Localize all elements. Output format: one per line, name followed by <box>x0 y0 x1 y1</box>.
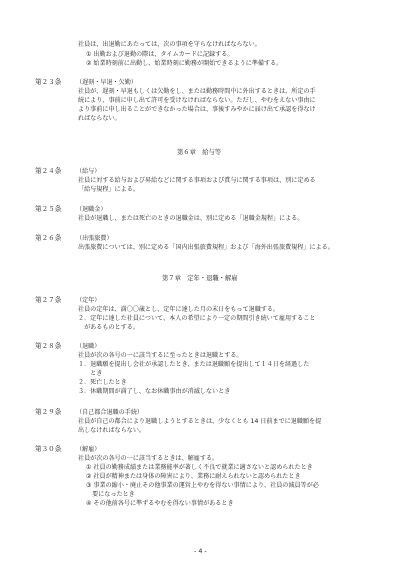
article-23-line-3: より事前に申し出ることができなかった場合は、事後すみやかに届け出て承認を得なけ <box>78 106 316 113</box>
article-25-title: （退職金） <box>76 206 107 213</box>
article-24-line-1: 社員に対する給与および昇給などに関する事項および賞与に関する事項は、別に定める <box>78 177 316 184</box>
article-27-line-3: があるものとする。 <box>78 324 139 331</box>
article-23-label: 第２３条 <box>35 78 62 86</box>
article-23-title: （遅刻・早退・欠勤） <box>76 79 137 86</box>
article-23-line-1: 社員が、遅刻・早退もしくは欠勤をし、または勤務時間中に外出するときは、所定の手 <box>78 88 316 95</box>
article-24-title: （給与） <box>76 168 101 175</box>
article-28-title: （退職） <box>76 343 101 350</box>
article-30-line-2: ① 社員の勤務成績または業務能率が著しく不良で就業に適さないと認められたとき <box>86 464 313 471</box>
article-29-line-1: 社員が自己の都合により退職しようとするときは、少なくとも 14 日前までに退職願を提 <box>78 418 322 425</box>
article-28-line-4: ２．死亡したとき <box>78 379 127 386</box>
intro-item-2: ② 始業時刻前に出勤し、始業時刻に勤務が開始できるように準備する。 <box>86 60 283 67</box>
article-27-line-1: 社員の定年は、満〇〇歳とし、定年に達した月の末日をもって退職する。 <box>78 306 280 313</box>
article-28-line-5: ３．休職期間が満了し、なお休職事由が消滅しないとき <box>78 388 231 395</box>
page-number: - 4 - <box>194 547 207 555</box>
article-26-line-1: 出張旅費については、別に定める「国内出張旅費規程」および「海外出張旅費規程」による。 <box>78 244 334 251</box>
article-23-line-4: ればならない。 <box>78 115 121 122</box>
article-25-label: 第２５条 <box>35 205 62 213</box>
article-26-title: （出張旅費） <box>76 235 113 242</box>
article-23-line-2: 続により、事前に申し出て許可を受けなければならない。ただし、やむをえない事由に <box>78 97 316 104</box>
article-27-label: 第２７条 <box>35 296 62 304</box>
article-30-line-6: ④ その他前各号に準ずるやむを得ない事情があるとき <box>86 500 234 507</box>
article-25-line-1: 社員が退職し、または死亡のときの退職金は、別に定める「退職金規程」による。 <box>78 215 304 222</box>
article-30-line-1: 社員が次の各号の一に該当するときは、解雇する。 <box>78 455 219 462</box>
chapter-7-heading: 第７章 定年・退職・解雇 <box>162 275 238 282</box>
article-30-line-5: 要になったとき <box>86 491 135 498</box>
article-30-label: 第３０条 <box>35 445 62 453</box>
article-30-line-4: ③ 事業の縮小・廃止その他事業の運営上やむを得ない事情により、社員の減員等が必 <box>86 482 319 489</box>
article-24-line-2: 「給与規程」による。 <box>78 186 139 193</box>
article-29-label: 第２９条 <box>35 408 62 416</box>
article-24-label: 第２４条 <box>35 167 62 175</box>
article-28-line-1: 社員が次の各号の一に該当するに至ったときは退職とする。 <box>78 352 243 359</box>
article-29-title: （自己都合退職の手続） <box>76 409 144 416</box>
intro-item-1: ① 出勤および退勤の際は、タイムカードに記録する。 <box>86 51 234 58</box>
article-27-line-2: ２．定年に達した社員について、本人の希望により一定の期間引き続いて雇用すること <box>78 315 316 322</box>
article-28-label: 第２８条 <box>35 342 62 350</box>
chapter-6-heading: 第６章 給与等 <box>177 149 222 156</box>
article-30-title: （解雇） <box>76 446 101 453</box>
article-30-line-3: ② 社員が精神または身体の障害により、業務に耐えられないと認められたとき <box>86 473 301 480</box>
article-26-label: 第２６条 <box>35 234 62 242</box>
article-27-title: （定年） <box>76 297 101 304</box>
article-28-line-2: １．退職願を提出し会社が承認したとき、または退職願を提出して１４日を経過した <box>78 361 310 368</box>
article-29-line-2: 出しなければならない。 <box>78 427 146 434</box>
intro-text: 社員は、出退勤にあたっては、次の事項を守らなければならない。 <box>78 41 261 48</box>
article-28-line-3: とき <box>78 370 103 377</box>
